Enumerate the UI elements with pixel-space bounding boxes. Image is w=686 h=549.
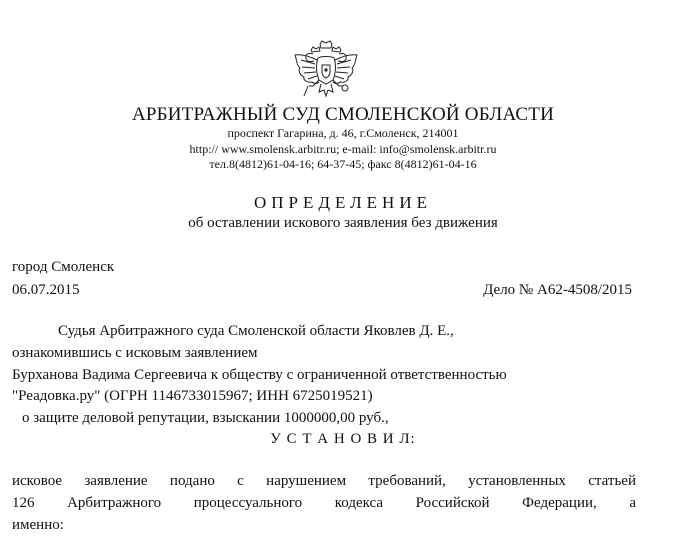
court-web-email: http:// www.smolensk.arbitr.ru; e-mail: info@smolensk.arbitr.ru	[189, 142, 497, 156]
paragraph-line-1: исковое заявление подано с нарушением требований, установленных статьей	[12, 473, 636, 489]
date: 06.07.2015	[12, 282, 80, 298]
claimant-line: Бурханова Вадима Сергеевича к обществу с ограниченной ответственностью	[12, 367, 507, 383]
court-name: АРБИТРАЖНЫЙ СУД СМОЛЕНСКОЙ ОБЛАСТИ	[131, 104, 555, 125]
document-type-title: ОПРЕДЕЛЕНИЕ	[253, 193, 432, 212]
case-number: Дело № А62-4508/2015	[483, 282, 632, 298]
court-phones: тел.8(4812)61-04-16; 64-37-45; факс 8(4812)61-04-16	[209, 157, 477, 171]
city: город Смоленск	[12, 259, 115, 275]
document-subtitle: об оставлении искового заявления без движения	[188, 215, 498, 231]
paragraph-line-3: именно:	[12, 517, 64, 533]
paragraph-line-2: 126 Арбитражного процессуального кодекса Российской Федерации, а	[12, 495, 636, 511]
court-address: проспект Гагарина, д. 46, г.Смоленск, 214001	[227, 126, 459, 140]
double-headed-eagle-emblem-icon	[291, 40, 361, 106]
claim-subject-line: о защите деловой репутации, взыскании 1000000,00 руб.,	[22, 410, 389, 426]
review-line: ознакомившись с исковым заявлением	[12, 345, 258, 361]
defendant-line: "Реадовка.ру" (ОГРН 1146733015967; ИНН 6725019521)	[12, 388, 373, 404]
established-heading: У С Т А Н О В И Л:	[270, 431, 416, 447]
judge-line: Судья Арбитражного суда Смоленской области Яковлев Д. Е.,	[58, 323, 454, 339]
